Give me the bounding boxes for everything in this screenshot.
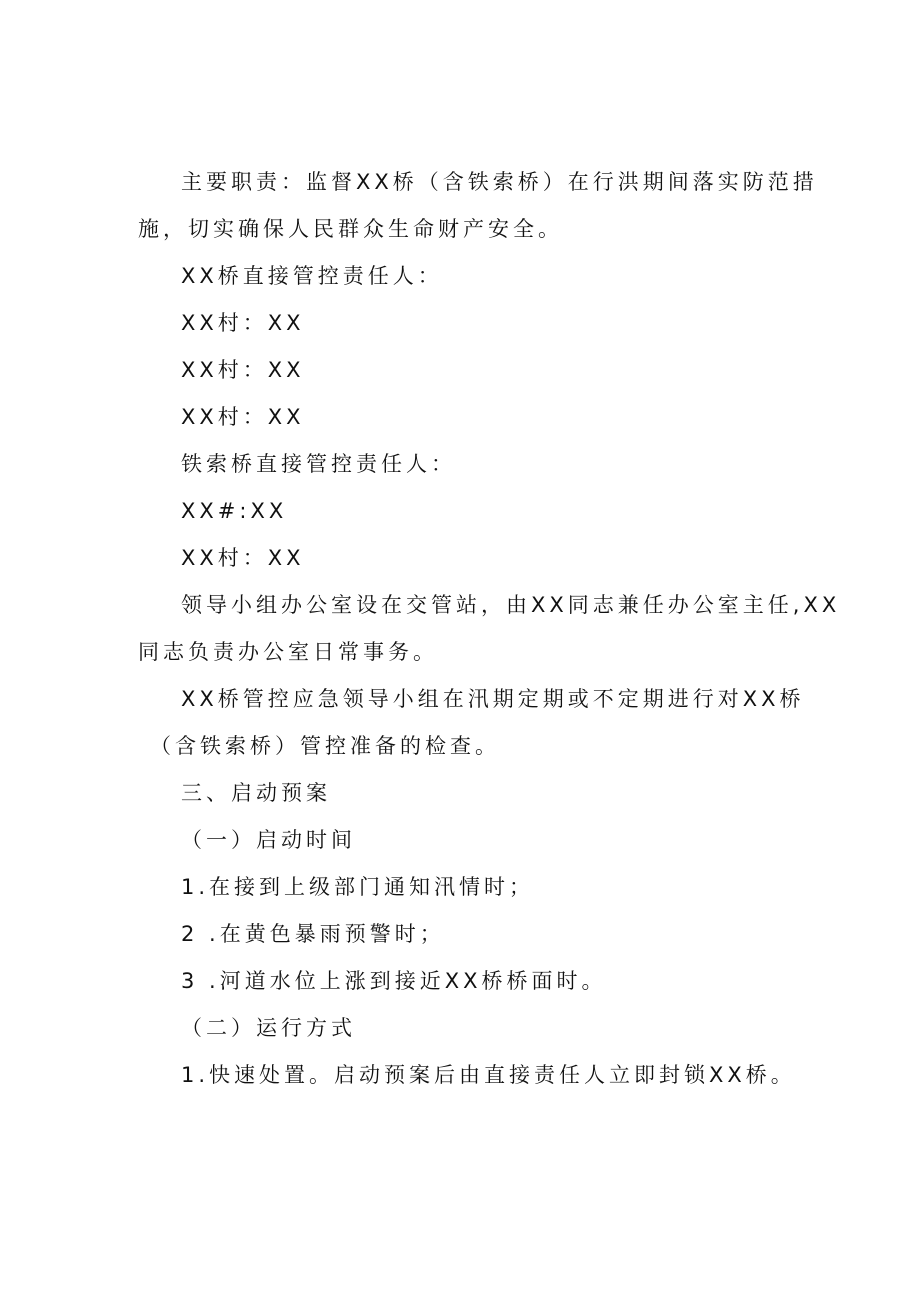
responsible-person-3: XX村：XX [181,405,305,429]
paragraph-inspection-cont: （含铁索桥）管控准备的检查。 [150,734,500,758]
paragraph-inspection: XX桥管控应急领导小组在汛期定期或不定期进行对XX桥 [181,687,805,711]
responsible-person-2: XX村：XX [181,358,305,382]
section-heading-start-plan: 三、启动预案 [181,781,331,805]
chain-bridge-responsible-heading: 铁索桥直接管控责任人： [181,452,456,476]
list-item-1: 1.在接到上级部门通知汛情时； [181,875,535,899]
subsection-heading-start-time: （一）启动时间 [181,828,356,852]
chain-bridge-person-2: XX村：XX [181,546,305,570]
paragraph-office: 领导小组办公室设在交管站，由XX同志兼任办公室主任,XX [181,593,841,617]
responsible-person-1: XX村：XX [181,311,305,335]
list-item-3: 3 .河道水位上涨到接近XX桥桥面时。 [181,969,607,993]
chain-bridge-person-1: XX#:XX [181,499,288,523]
paragraph-main-duty: 主要职责：监督XX桥（含铁索桥）在行洪期间落实防范措 [181,170,818,194]
operation-item-1: 1.快速处置。启动预案后由直接责任人立即封锁XX桥。 [181,1063,796,1087]
paragraph-main-duty-cont: 施，切实确保人民群众生命财产安全。 [138,217,563,241]
bridge-responsible-heading: XX桥直接管控责任人： [181,264,443,288]
subsection-heading-operation: （二）运行方式 [181,1016,356,1040]
paragraph-office-cont: 同志负责办公室日常事务。 [138,640,438,664]
list-item-2: 2 .在黄色暴雨预警时； [181,922,445,946]
